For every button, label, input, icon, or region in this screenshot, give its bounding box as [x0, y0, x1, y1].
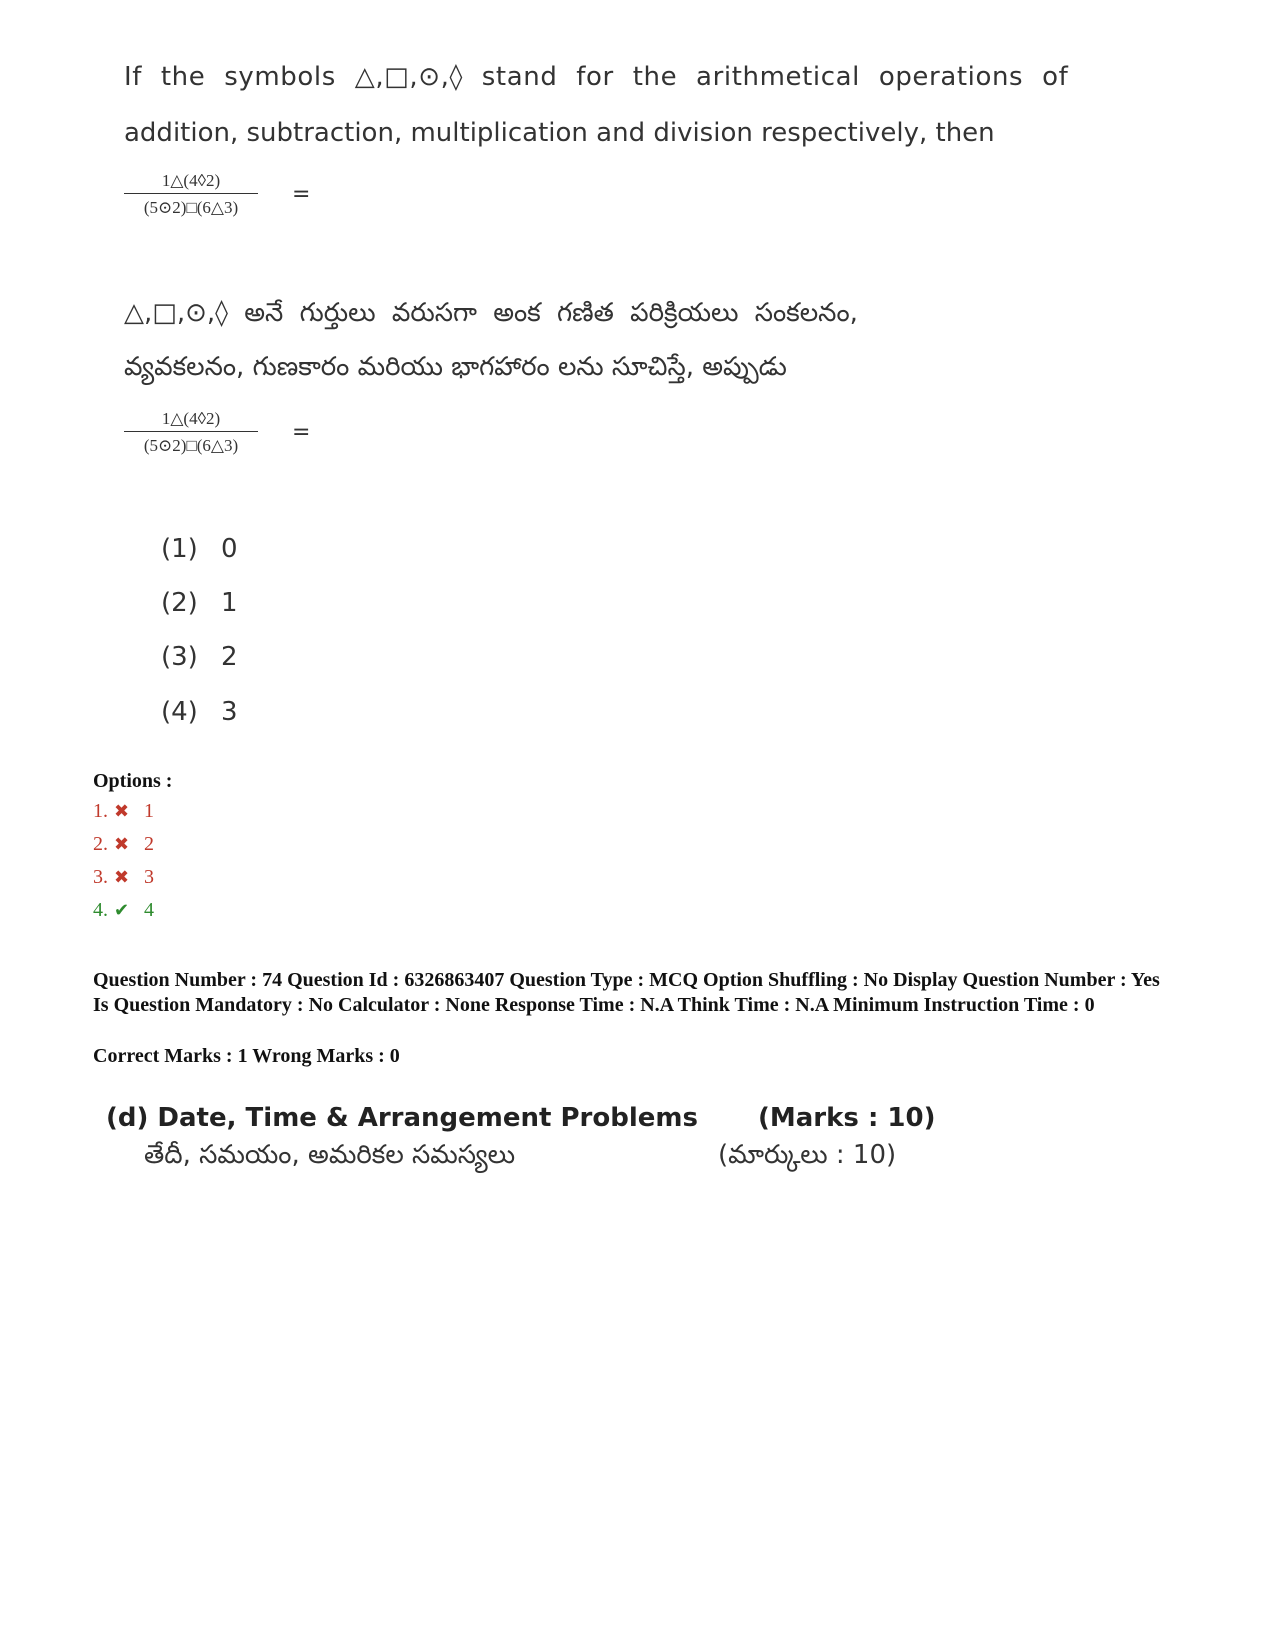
option-number: 3. [93, 866, 108, 888]
option-2 [93, 833, 154, 856]
option-number: 4. [93, 899, 108, 921]
choice-value: 3 [221, 697, 238, 727]
choice-value: 1 [221, 588, 238, 618]
equals-sign: = [292, 420, 311, 445]
option-4 [93, 899, 154, 922]
question-metadata: Question Number : 74 Question Id : 6326863407 Question Type : MCQ Option Shuffling : No Display Question Number : Yes Is Question Mandatory : No Calculator : None Response Time : N.A Think Time : N.A Minimum Instruction Time : 0 [93, 969, 1160, 1016]
choice-value: 0 [221, 534, 238, 564]
question-text-english-line-2: addition, subtraction, multiplication and division respectively, then [124, 118, 995, 148]
question-text-telugu-line-2: వ్యవకలనం, గుణకారం మరియు భాగహారం లను సూచిస్తే, అప్పుడు [124, 352, 787, 382]
fraction-denominator: (5⊙2)□(6△3) [143, 198, 239, 217]
choice-1 [161, 534, 238, 564]
fraction [124, 409, 258, 456]
section-title: (d) Date, Time & Arrangement Problems [106, 1103, 698, 1133]
option-value: 3 [144, 866, 154, 888]
equals-sign: = [292, 182, 311, 207]
fraction-numerator: 1△(4◊2) [124, 409, 258, 432]
option-number: 2. [93, 833, 108, 855]
choice-label: (1) [161, 534, 198, 564]
choice-label: (4) [161, 697, 198, 727]
question-text-telugu-line-1: △,□,⊙,◊ అనే గుర్తులు వరుసగా అంక గణిత పరిక్రియలు సంకలనం, [124, 298, 858, 328]
fraction-denominator: (5⊙2)□(6△3) [143, 436, 239, 455]
cross-icon: ✖ [114, 867, 130, 887]
cross-icon: ✖ [114, 834, 130, 854]
option-3 [93, 866, 154, 889]
fraction-numerator: 1△(4◊2) [124, 171, 258, 194]
section-title-telugu: తేదీ, సమయం, అమరికల సమస్యలు [144, 1140, 516, 1170]
fraction [124, 171, 258, 218]
marks-info: Correct Marks : 1 Wrong Marks : 0 [93, 1045, 400, 1067]
section-marks-telugu: (మార్కులు : 10) [718, 1140, 897, 1170]
question-text-english-line-1: If the symbols △,□,⊙,◊ stand for the arithmetical operations of [124, 62, 1069, 92]
option-value: 2 [144, 833, 154, 855]
choice-4 [161, 697, 238, 727]
option-number: 1. [93, 800, 108, 822]
cross-icon: ✖ [114, 801, 130, 821]
section-marks: (Marks : 10) [758, 1103, 936, 1133]
choice-label: (2) [161, 588, 198, 618]
question-expression-english [124, 171, 310, 218]
option-value: 4 [144, 899, 154, 921]
options-heading: Options : [93, 770, 173, 792]
choice-2 [161, 588, 238, 618]
option-1 [93, 800, 154, 823]
option-value: 1 [144, 800, 154, 822]
question-expression-telugu [124, 409, 310, 456]
choice-value: 2 [221, 642, 238, 672]
choice-label: (3) [161, 642, 198, 672]
check-icon: ✔ [114, 900, 130, 920]
choice-3 [161, 642, 238, 672]
